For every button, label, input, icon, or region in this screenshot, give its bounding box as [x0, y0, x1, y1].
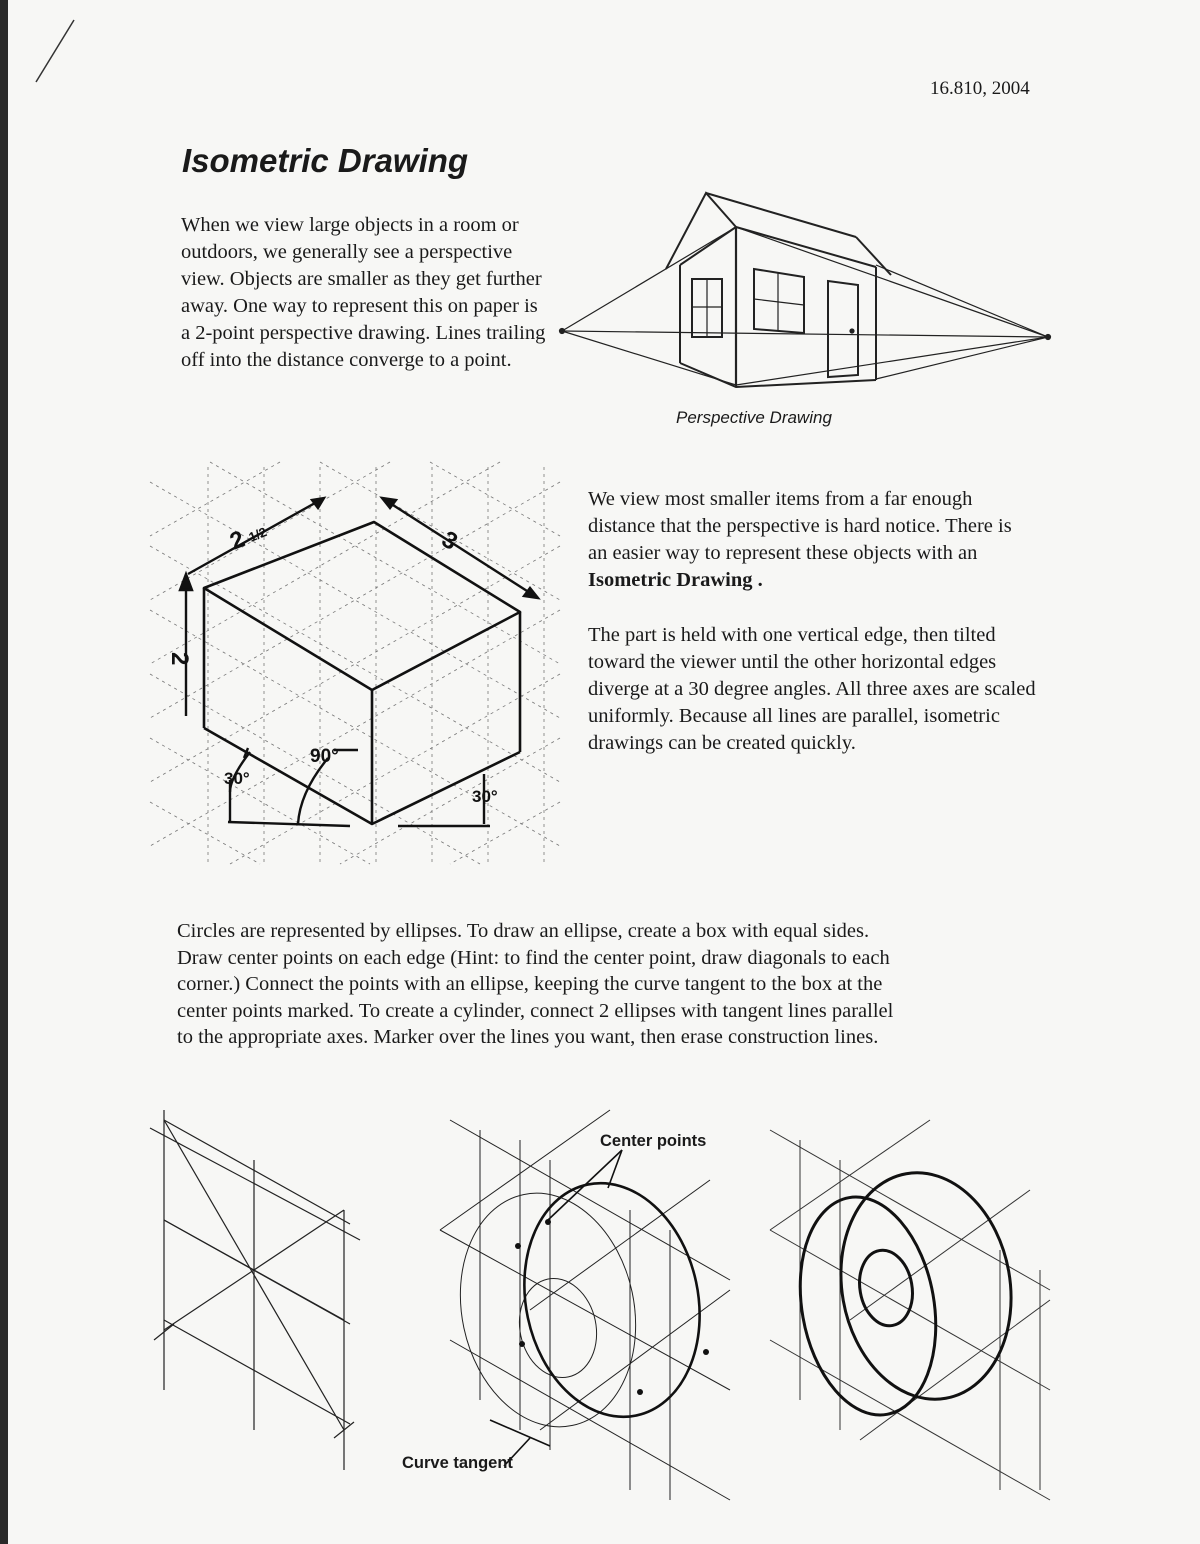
angle-90: 90° — [310, 746, 339, 767]
circles-paragraph-line: center points marked. To create a cylinder, connect 2 ellipses with tangent lines parallel — [177, 999, 894, 1022]
page-title: Isometric Drawing — [182, 142, 469, 179]
pen-mark — [30, 18, 90, 88]
ellipse-box-construction — [150, 1110, 360, 1470]
isometric-term-end: . — [752, 569, 763, 591]
angle-30-right: 30° — [472, 787, 498, 806]
scan-edge — [0, 0, 8, 1544]
isometric-term: Isometric Drawing — [588, 569, 753, 591]
dim-width: 3 — [437, 525, 463, 556]
dim-height: 2 — [166, 652, 193, 666]
cylinder-construction — [439, 1110, 730, 1500]
isometric-paragraph-1-text: We view most smaller items from a far enough distance that the perspective is hard notice. There is an easier way to represent these objects with an — [588, 488, 1012, 564]
circles-paragraph-line: Draw center points on each edge (Hint: to find the center point, draw diagonals to each — [177, 946, 890, 969]
circles-paragraph — [177, 918, 1017, 1051]
dim-depth: 2 — [226, 525, 249, 556]
curve-tangent-label: Curve tangent — [402, 1454, 513, 1472]
isometric-paragraph-1 — [588, 486, 1033, 594]
angle-30-left: 30° — [224, 769, 250, 788]
isometric-box — [204, 522, 520, 824]
dim-depth-fraction: 1/2 — [246, 524, 269, 545]
perspective-caption: Perspective Drawing — [676, 408, 832, 427]
cylinder-final — [784, 1159, 1029, 1426]
ellipse-construction-drawings — [150, 1100, 1070, 1500]
intro-paragraph: When we view large objects in a room or outdoors, we generally see a perspective view. Objects are smaller as they get further away. One way to represent this on paper is a 2-point perspective drawing. Lines trailing off into the distance converge to a point. — [181, 214, 546, 371]
perspective-drawing — [556, 185, 1056, 405]
circles-paragraph-line: Circles are represented by ellipses. To draw an ellipse, create a box with equal sides. — [177, 920, 870, 942]
isometric-grid — [150, 462, 560, 864]
course-number: 16.810, 2004 — [930, 78, 1030, 99]
isometric-paragraph-2: The part is held with one vertical edge, then tilted toward the viewer until the other horizontal edges diverge at a 30 degree angles. All three axes are scaled uniformly. Because all lines are parallel, isometric drawings can be created quickly. — [588, 624, 1036, 754]
center-points-label: Center points — [600, 1132, 707, 1150]
isometric-box-drawing — [150, 462, 570, 872]
circles-paragraph-line: to the appropriate axes. Marker over the lines you want, then erase construction lines. — [177, 1026, 879, 1048]
circles-paragraph-line: corner.) Connect the points with an ellipse, keeping the curve tangent to the box at the — [177, 973, 883, 995]
